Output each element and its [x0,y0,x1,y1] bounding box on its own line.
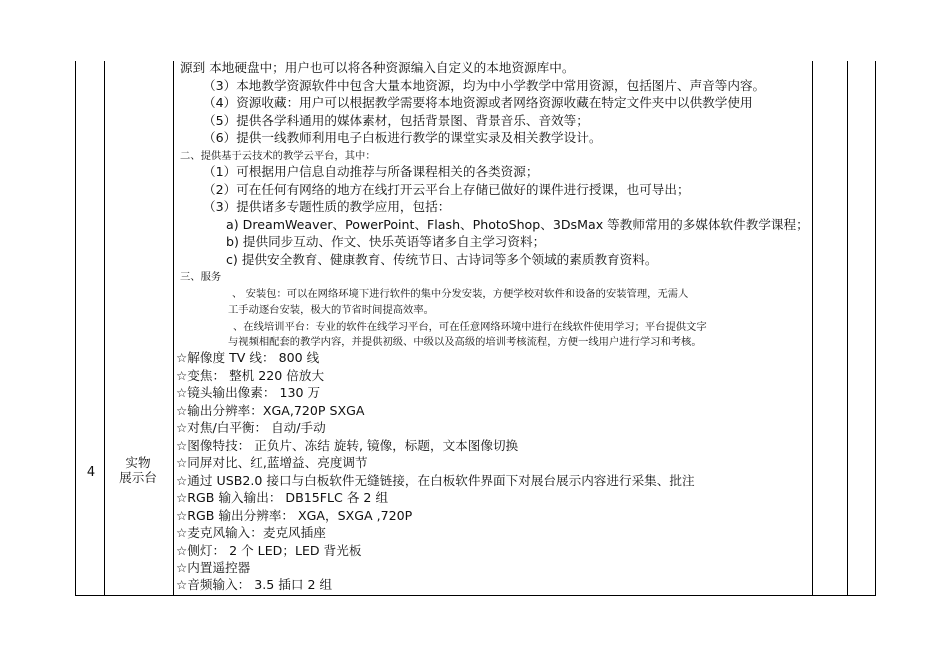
spec-item: ☆输出分辨率：XGA,720P SXGA [176,403,365,418]
text-line: （5）提供各学科通用的媒体素材，包括背景图、背景音乐、音效等； [203,113,589,128]
text-line: （2）可在任何有网络的地方在线打开云平台上存储已做好的课件进行授课，也可导出； [203,182,690,197]
table-border-col4 [847,61,848,596]
text-line: 工手动逐台安装，极大的节省时间提高效率。 [228,304,434,316]
item-name [106,455,170,485]
spec-item: ☆麦克风输入：麦克风插座 [176,525,326,540]
spec-item: ☆变焦： 整机 220 倍放大 [176,368,325,383]
text-line: 与视频相配套的教学内容，并提供初级、中级以及高级的培训考核流程，方便一线用户进行学习和考核。 [228,336,702,348]
spec-item: ☆图像特技： 正负片、冻结 旋转, 镜像，标题，文本图像切换 [176,438,519,453]
text-line: （3）本地教学资源软件中包含大量本地资源，均为中小学教学中常用资源，包括图片、声音等内容。 [203,78,766,93]
table-border-col2 [173,61,174,596]
text-line: b) 提供同步互动、作文、快乐英语等诸多自主学习资料； [226,234,546,249]
text-line: c) 提供安全教育、健康教育、传统节日、古诗词等多个领域的素质教育资料。 [226,252,658,267]
spec-item: ☆RGB 输入输出： DB15FLC 各 2 组 [176,490,389,505]
row-number: 4 [86,465,96,480]
item-name-line-2: 展示台 [119,470,157,485]
table-border-bottom [75,595,876,596]
text-line: （4）资源收藏：用户可以根据教学需要将本地资源或者网络资源收藏在特定文件夹中以供教学使用 [203,95,753,110]
table-border-left [75,61,76,596]
spec-item: ☆音频输入： 3.5 插口 2 组 [176,577,333,592]
text-line: （6）提供一线教师利用电子白板进行教学的课堂实录及相关教学设计。 [203,130,602,145]
text-line: 、在线培训平台：专业的软件在线学习平台，可在任意网络环境中进行在线软件使用学习；平台提供文字 [233,321,707,333]
spec-item: ☆内置遥控器 [176,560,251,575]
section-heading: 二、提供基于云技术的教学云平台，其中： [180,150,376,162]
table-border-col1 [104,61,105,596]
item-name-line-1: 实物 [125,455,151,470]
spec-item: ☆通过 USB2.0 接口与白板软件无缝链接，在白板软件界面下对展台展示内容进行采集、批注 [176,473,695,488]
spec-item: ☆同屏对比、红,蓝增益、亮度调节 [176,455,368,470]
text-line: a) DreamWeaver、PowerPoint、Flash、PhotoShop、3DsMax 等教师常用的多媒体软件教学课程； [226,217,809,232]
spec-item: ☆解像度 TV 线： 800 线 [176,350,320,365]
table-border-right [875,61,876,596]
text-line: （1）可根据用户信息自动推荐与所备课程相关的各类资源； [203,164,539,179]
text-line: （3）提供诸多专题性质的教学应用，包括： [203,199,451,214]
table-border-col3 [812,61,813,596]
text-line: 、 安装包：可以在网络环境下进行软件的集中分发安装，方便学校对软件和设备的安装管理，无需人 [232,288,689,300]
spec-item: ☆对焦/白平衡： 自动/手动 [176,420,326,435]
spec-item: ☆镜头输出像素： 130 万 [176,385,321,400]
section-heading: 三、服务 [180,271,222,283]
spec-item: ☆RGB 输出分辨率： XGA，SXGA ,720P [176,508,413,523]
spec-item: ☆侧灯： 2 个 LED；LED 背光板 [176,543,362,558]
text-line: 源到 本地硬盘中；用户也可以将各种资源编入自定义的本地资源库中。 [180,60,575,75]
